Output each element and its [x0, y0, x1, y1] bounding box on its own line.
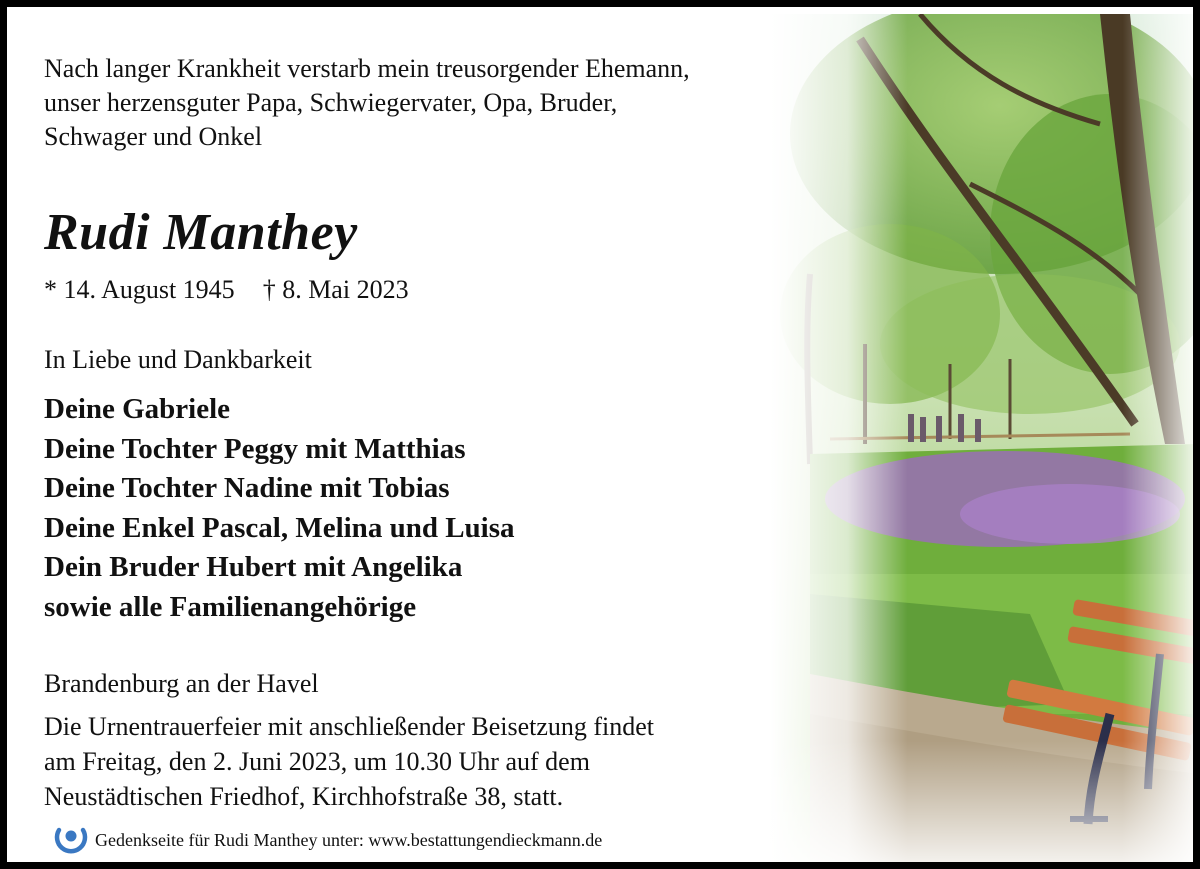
intro-line: Nach langer Krankheit verstarb mein treusorgender Ehemann,	[44, 54, 690, 83]
park-photo	[770, 14, 1200, 869]
place: Brandenburg an der Havel	[44, 669, 319, 698]
memorial-logo-icon	[53, 822, 89, 858]
family-line: Deine Gabriele	[44, 393, 231, 425]
family-line: Deine Tochter Peggy mit Matthias	[44, 432, 466, 465]
family-line: Deine Enkel Pascal, Melina und Luisa	[44, 511, 515, 544]
deceased-name: Rudi Manthey	[44, 204, 358, 261]
family-list	[44, 390, 515, 627]
intro-line: unser herzensguter Papa, Schwiegervater, Opa, Bruder,	[44, 88, 618, 117]
birth-date: * 14. August 1945	[44, 275, 235, 304]
death-date: † 8. Mai 2023	[262, 275, 409, 304]
intro-line: Schwager und Onkel	[44, 122, 263, 151]
life-dates	[44, 275, 409, 305]
family-line: Dein Bruder Hubert mit Angelika	[44, 551, 463, 583]
memorial-page-link[interactable]: Gedenkseite für Rudi Manthey unter: www.bestattungendieckmann.de	[95, 830, 603, 850]
ceremony-line: am Freitag, den 2. Juni 2023, um 10.30 Uhr auf dem	[44, 747, 590, 776]
ceremony-line: Die Urnentrauerfeier mit anschließender Beisetzung findet	[44, 712, 655, 741]
intro-text	[44, 52, 690, 154]
ceremony-info	[44, 709, 654, 814]
family-line: Deine Tochter Nadine mit Tobias	[44, 472, 450, 504]
ceremony-line: Neustädtischen Friedhof, Kirchhofstraße 38, statt.	[44, 782, 564, 811]
love-line: In Liebe und Dankbarkeit	[44, 345, 312, 374]
family-line: sowie alle Familienangehörige	[44, 590, 417, 623]
